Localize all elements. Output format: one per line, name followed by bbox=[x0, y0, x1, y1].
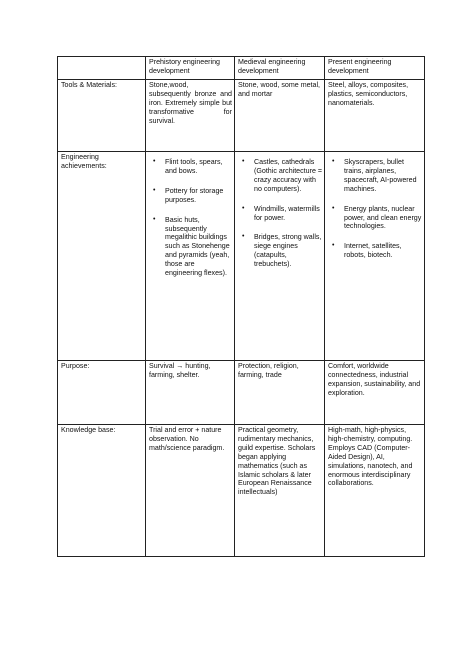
cell-purpose-prehistory: Survival → hunting, farming, shelter. bbox=[146, 361, 235, 425]
row-label-engineering-achievements: Engineering achievements: bbox=[58, 152, 146, 361]
list-item: • Castles, cathedrals (Gothic architecture = crazy accuracy with no computers). bbox=[238, 158, 322, 194]
header-cell-empty bbox=[58, 57, 146, 80]
row-label-tools-materials: Tools & Materials: bbox=[58, 80, 146, 152]
cell-achievements-present bbox=[325, 152, 425, 361]
header-cell-prehistory: Prehistory engineering development bbox=[146, 57, 235, 80]
list-item: • Basic huts, subsequently megalithic buildings such as Stonehenge and pyramids (yeah, those are engineering flexes). bbox=[149, 216, 232, 278]
cell-tools-medieval: Stone, wood, some metal, and mortar bbox=[235, 80, 325, 152]
cell-knowledge-medieval: Practical geometry, rudimentary mechanics, guild expertise. Scholars began applying mathematics (such as Islamic scholars & later European Renaissance intellectuals) bbox=[235, 425, 325, 557]
bullet-list bbox=[328, 158, 422, 260]
cell-achievements-medieval bbox=[235, 152, 325, 361]
table-header-row bbox=[58, 57, 425, 80]
cell-tools-present: Steel, alloys, composites, plastics, semiconductors, nanomaterials. bbox=[325, 80, 425, 152]
list-item: • Skyscrapers, bullet trains, airplanes, spacecraft, AI-powered machines. bbox=[328, 158, 422, 194]
comparison-table bbox=[57, 56, 425, 557]
bullet-list bbox=[238, 158, 322, 269]
table-row-purpose bbox=[58, 361, 425, 425]
header-cell-medieval: Medieval engineering development bbox=[235, 57, 325, 80]
table-row-tools-materials bbox=[58, 80, 425, 152]
list-item: • Internet, satellites, robots, biotech. bbox=[328, 242, 422, 260]
cell-knowledge-present: High-math, high-physics, high-chemistry, computing. Employs CAD (Computer-Aided Design), AI, simulations, nanotech, and enormous interdisciplinary collaborations. bbox=[325, 425, 425, 557]
cell-knowledge-prehistory: Trial and error + nature observation. No math/science paradigm. bbox=[146, 425, 235, 557]
cell-purpose-present: Comfort, worldwide connectedness, industrial expansion, sustainability, and exploration. bbox=[325, 361, 425, 425]
row-label-purpose: Purpose: bbox=[58, 361, 146, 425]
header-cell-present: Present engineering development bbox=[325, 57, 425, 80]
cell-tools-prehistory: Stone,wood, subsequently bronze and iron. Extremely simple but transformative for survival. bbox=[146, 80, 235, 152]
cell-achievements-prehistory bbox=[146, 152, 235, 361]
cell-purpose-medieval: Protection, religion, farming, trade bbox=[235, 361, 325, 425]
bullet-list bbox=[149, 158, 232, 278]
list-item: • Pottery for storage purposes. bbox=[149, 187, 232, 205]
row-label-knowledge-base: Knowledge base: bbox=[58, 425, 146, 557]
list-item: • Bridges, strong walls, siege engines (catapults, trebuchets). bbox=[238, 233, 322, 269]
list-item: • Flint tools, spears, and bows. bbox=[149, 158, 232, 176]
table-row-knowledge-base bbox=[58, 425, 425, 557]
list-item: • Energy plants, nuclear power, and clean energy technologies. bbox=[328, 205, 422, 232]
table-row-engineering-achievements bbox=[58, 152, 425, 361]
list-item: • Windmills, watermills for power. bbox=[238, 205, 322, 223]
